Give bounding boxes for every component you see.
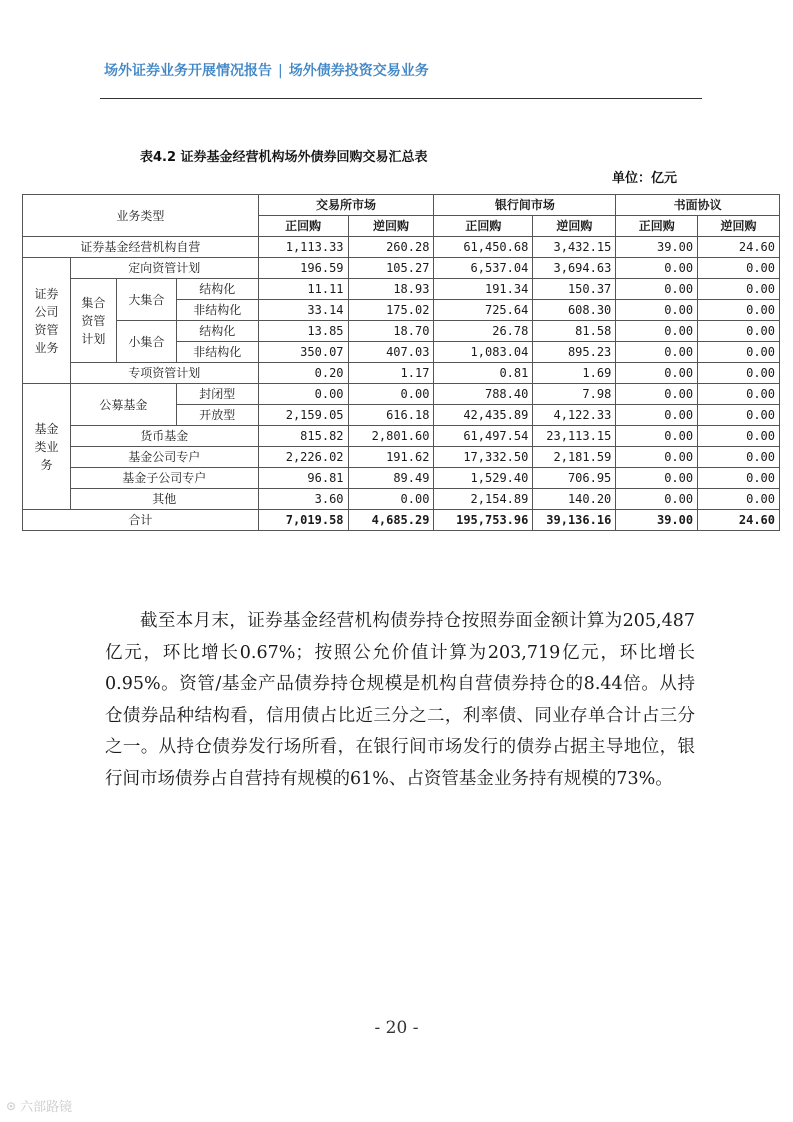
cell: 0.00 <box>616 363 698 384</box>
cell: 89.49 <box>348 468 434 489</box>
row-label: 合计 <box>23 510 259 531</box>
cell: 23,113.15 <box>533 426 616 447</box>
row-label: 公募基金 <box>70 384 176 426</box>
cell: 815.82 <box>258 426 348 447</box>
cell: 7,019.58 <box>258 510 348 531</box>
cell: 2,226.02 <box>258 447 348 468</box>
header-separator: | <box>278 63 283 79</box>
cell: 18.93 <box>348 279 434 300</box>
body-text <box>105 606 695 796</box>
cell: 39.00 <box>616 510 698 531</box>
cell: 788.40 <box>434 384 533 405</box>
cell: 39.00 <box>616 237 698 258</box>
cell: 260.28 <box>348 237 434 258</box>
cell: 4,685.29 <box>348 510 434 531</box>
cell: 895.23 <box>533 342 616 363</box>
cell: 0.00 <box>616 258 698 279</box>
cell: 1,083.04 <box>434 342 533 363</box>
cell: 0.00 <box>698 300 780 321</box>
cell: 0.00 <box>698 405 780 426</box>
row-sublabel: 结构化 <box>176 321 258 342</box>
cell: 0.00 <box>616 321 698 342</box>
cell: 725.64 <box>434 300 533 321</box>
cell: 1,113.33 <box>258 237 348 258</box>
cell: 195,753.96 <box>434 510 533 531</box>
table-row <box>23 489 780 510</box>
table-caption: 表4.2 证券基金经营机构场外债券回购交易汇总表 <box>140 150 428 165</box>
cell: 11.11 <box>258 279 348 300</box>
cell: 0.00 <box>698 321 780 342</box>
cell: 0.00 <box>616 489 698 510</box>
repo-summary-table <box>22 194 780 531</box>
cell: 0.00 <box>698 426 780 447</box>
table-row <box>23 279 780 300</box>
header-repo: 正回购 <box>616 216 698 237</box>
cell: 150.37 <box>533 279 616 300</box>
cell: 24.60 <box>698 510 780 531</box>
watermark <box>6 1096 72 1115</box>
cell: 608.30 <box>533 300 616 321</box>
cell: 61,497.54 <box>434 426 533 447</box>
cell: 0.00 <box>698 468 780 489</box>
cell: 39,136.16 <box>533 510 616 531</box>
cell: 2,159.05 <box>258 405 348 426</box>
cell: 33.14 <box>258 300 348 321</box>
cell: 191.34 <box>434 279 533 300</box>
cell: 24.60 <box>698 237 780 258</box>
cell: 0.00 <box>698 489 780 510</box>
header-written-agreement: 书面协议 <box>616 195 780 216</box>
table-row <box>23 363 780 384</box>
row-sublabel: 非结构化 <box>176 300 258 321</box>
cell: 1,529.40 <box>434 468 533 489</box>
cell: 4,122.33 <box>533 405 616 426</box>
cell: 0.00 <box>616 468 698 489</box>
cell: 61,450.68 <box>434 237 533 258</box>
cell: 0.00 <box>616 342 698 363</box>
table-row <box>23 384 780 405</box>
row-label: 大集合 <box>116 279 176 321</box>
cell: 0.00 <box>258 384 348 405</box>
cell: 350.07 <box>258 342 348 363</box>
row-sublabel: 结构化 <box>176 279 258 300</box>
header-reverse-repo: 逆回购 <box>348 216 434 237</box>
cell: 0.00 <box>698 258 780 279</box>
body-paragraph: 截至本月末，证券基金经营机构债券持仓按照券面金额计算为205,487亿元，环比增长0.67%；按照公允价值计算为203,719亿元，环比增长0.95%。资管/基金产品债券持仓规模是机构自营债券持仓的8.44倍。从持仓债券品种结构看，信用债占比近三分之二，利率债、同业存单合计占三分之一。从持仓债券发行场所看，在银行间市场发行的债券占据主导地位，银行间市场债券占自营持有规模的61%、占资管基金业务持有规模的73%。 <box>105 611 695 789</box>
header-repo: 正回购 <box>258 216 348 237</box>
table-row <box>23 468 780 489</box>
cell: 18.70 <box>348 321 434 342</box>
cell: 0.00 <box>348 384 434 405</box>
table-row <box>23 237 780 258</box>
cell: 3.60 <box>258 489 348 510</box>
row-label: 其他 <box>70 489 258 510</box>
cell: 175.02 <box>348 300 434 321</box>
cell: 0.00 <box>616 426 698 447</box>
cell: 0.20 <box>258 363 348 384</box>
cell: 13.85 <box>258 321 348 342</box>
running-header <box>104 60 429 80</box>
row-sublabel: 非结构化 <box>176 342 258 363</box>
cell: 0.00 <box>348 489 434 510</box>
table-row <box>23 258 780 279</box>
header-report-title: 场外证券业务开展情况报告 <box>104 63 272 79</box>
watermark-logo-icon: ⊙ <box>6 1098 17 1113</box>
table-row <box>23 426 780 447</box>
row-sublabel: 封闭型 <box>176 384 258 405</box>
header-interbank-market: 银行间市场 <box>434 195 616 216</box>
cell: 3,694.63 <box>533 258 616 279</box>
cell: 6,537.04 <box>434 258 533 279</box>
row-label: 小集合 <box>116 321 176 363</box>
cell: 140.20 <box>533 489 616 510</box>
cell: 7.98 <box>533 384 616 405</box>
table-row <box>23 447 780 468</box>
cell: 0.00 <box>616 279 698 300</box>
cell: 616.18 <box>348 405 434 426</box>
cell: 42,435.89 <box>434 405 533 426</box>
cell: 0.00 <box>616 384 698 405</box>
cell: 105.27 <box>348 258 434 279</box>
header-section-title: 场外债券投资交易业务 <box>288 63 429 79</box>
group-label-securities-asset-mgmt: 证券 公司 资管 业务 <box>23 258 71 384</box>
cell: 196.59 <box>258 258 348 279</box>
cell: 0.81 <box>434 363 533 384</box>
cell: 2,801.60 <box>348 426 434 447</box>
cell: 191.62 <box>348 447 434 468</box>
cell: 0.00 <box>616 300 698 321</box>
table-row <box>23 321 780 342</box>
table-total-row <box>23 510 780 531</box>
cell: 0.00 <box>698 342 780 363</box>
table-unit: 单位：亿元 <box>612 171 678 186</box>
cell: 0.00 <box>698 279 780 300</box>
header-business-type: 业务类型 <box>23 195 259 237</box>
row-label: 证券基金经营机构自营 <box>23 237 259 258</box>
cell: 3,432.15 <box>533 237 616 258</box>
header-rule <box>100 98 702 99</box>
cell: 0.00 <box>698 447 780 468</box>
row-label: 货币基金 <box>70 426 258 447</box>
table-header-row-1 <box>23 195 780 216</box>
cell: 17,332.50 <box>434 447 533 468</box>
cell: 0.00 <box>698 363 780 384</box>
page-number: - 20 - <box>374 1018 419 1038</box>
watermark-text: 六部路镜 <box>20 1100 73 1115</box>
group-label-collective-plan: 集合 资管 计划 <box>70 279 116 363</box>
row-sublabel: 开放型 <box>176 405 258 426</box>
row-label: 专项资管计划 <box>70 363 258 384</box>
cell: 0.00 <box>698 384 780 405</box>
cell: 2,181.59 <box>533 447 616 468</box>
header-reverse-repo: 逆回购 <box>698 216 780 237</box>
row-label: 定向资管计划 <box>70 258 258 279</box>
cell: 96.81 <box>258 468 348 489</box>
header-repo: 正回购 <box>434 216 533 237</box>
cell: 1.69 <box>533 363 616 384</box>
cell: 2,154.89 <box>434 489 533 510</box>
cell: 0.00 <box>616 405 698 426</box>
group-label-fund-business: 基金 类业 务 <box>23 384 71 510</box>
cell: 0.00 <box>616 447 698 468</box>
cell: 706.95 <box>533 468 616 489</box>
header-reverse-repo: 逆回购 <box>533 216 616 237</box>
cell: 81.58 <box>533 321 616 342</box>
header-exchange-market: 交易所市场 <box>258 195 434 216</box>
cell: 407.03 <box>348 342 434 363</box>
row-label: 基金公司专户 <box>70 447 258 468</box>
cell: 1.17 <box>348 363 434 384</box>
row-label: 基金子公司专户 <box>70 468 258 489</box>
cell: 26.78 <box>434 321 533 342</box>
